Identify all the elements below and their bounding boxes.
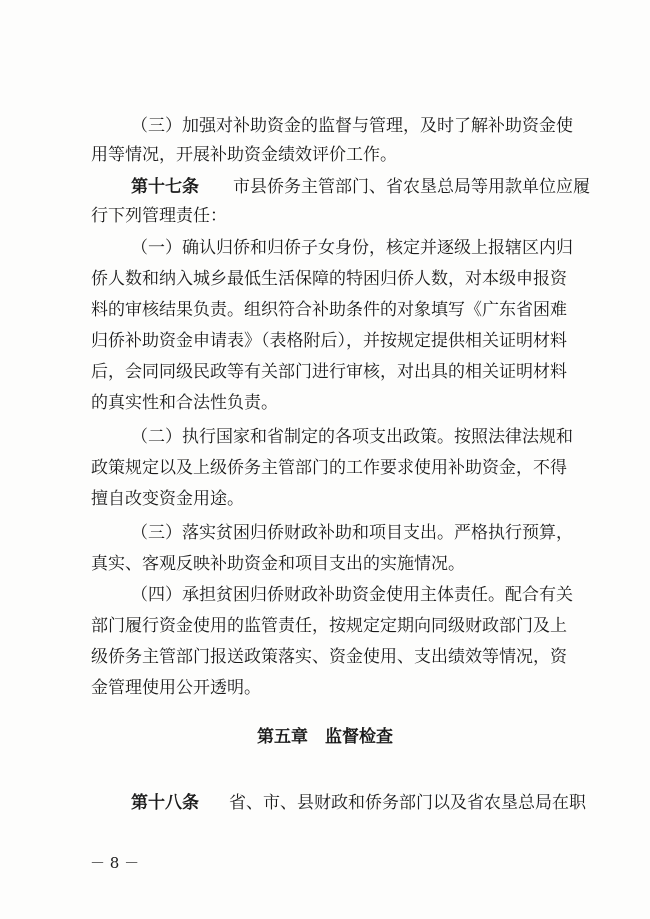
chapter-heading: 第五章 监督检查: [257, 727, 393, 747]
paragraph-line: 料的审核结果负责。组织符合补助条件的对象填写《广东省困难: [91, 300, 567, 320]
paragraph-line: 政策规定以及上级侨务主管部门的工作要求使用补助资金，不得: [91, 458, 567, 478]
paragraph-line: （二）执行国家和省制定的各项支出政策。按照法律法规和: [131, 427, 573, 447]
paragraph-line: 行下列管理责任：: [91, 206, 227, 226]
page-number: － 8 －: [90, 854, 140, 872]
paragraph-line: 部门履行资金使用的监管责任，按规定定期向同级财政部门及上: [91, 616, 567, 636]
article-18-label: 第十八条: [131, 793, 199, 813]
paragraph-line: （三）加强对补助资金的监督与管理，及时了解补助资金使: [131, 116, 573, 136]
paragraph-line: 金管理使用公开透明。: [91, 678, 261, 698]
paragraph-line: [0, 176, 650, 198]
paragraph-line: [0, 792, 650, 814]
paragraph-line: 后，会同同级民政等有关部门进行审核，对出具的相关证明材料: [91, 362, 567, 382]
paragraph-line: 真实、客观反映补助资金和项目支出的实施情况。: [91, 554, 465, 574]
paragraph-line: 的真实性和合法性负责。: [91, 393, 278, 413]
paragraph-line: 擅自改变资金用途。: [91, 489, 244, 509]
article-17-label: 第十七条: [131, 177, 199, 197]
paragraph-line: 侨人数和纳入城乡最低生活保障的特困归侨人数，对本级申报资: [91, 269, 567, 289]
paragraph-line: 级侨务主管部门报送政策落实、资金使用、支出绩效等情况，资: [91, 647, 567, 667]
article-17-text: 市县侨务主管部门、省农垦总局等用款单位应履: [233, 177, 590, 197]
paragraph-line: 归侨补助资金申请表》（表格附后），并按规定提供相关证明材料: [91, 331, 567, 351]
paragraph-line: （三）落实贫困归侨财政补助和项目支出。严格执行预算，: [131, 523, 573, 543]
article-18-text: 省、市、县财政和侨务部门以及省农垦总局在职: [229, 793, 586, 813]
paragraph-line: （一）确认归侨和归侨子女身份，核定并逐级上报辖区内归: [131, 238, 573, 258]
paragraph-line: （四）承担贫困归侨财政补助资金使用主体责任。配合有关: [131, 585, 573, 605]
paragraph-line: 用等情况，开展补助资金绩效评价工作。: [91, 145, 397, 165]
